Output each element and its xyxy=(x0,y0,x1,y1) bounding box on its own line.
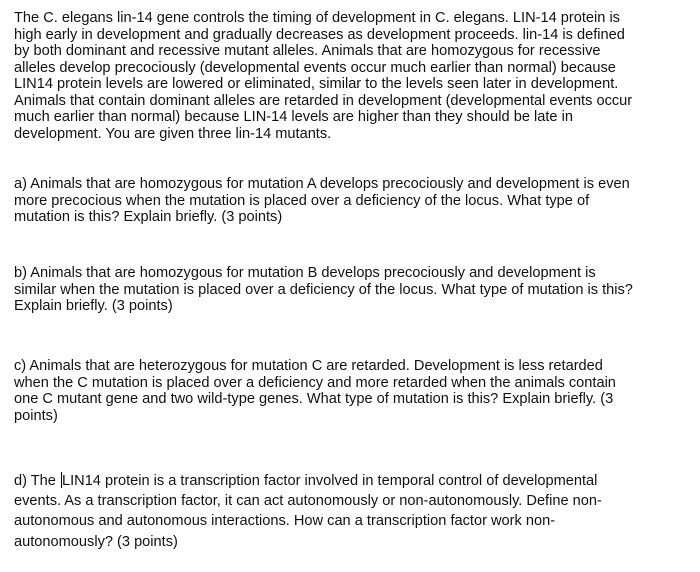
question-d-line xyxy=(14,471,694,491)
question-d-line: events. As a transcription factor, it can act autonomously or non-autonomously. Define non- xyxy=(14,493,602,510)
question-d-prefix: d) The xyxy=(14,473,60,489)
question-c-line: c) Animals that are heterozygous for mutation C are retarded. Development is less retarded xyxy=(14,358,603,374)
question-c-line: points) xyxy=(14,407,58,424)
intro-line: much earlier than normal) because LIN-14 levels are higher than they should be late in xyxy=(14,109,573,125)
question-c-line: when the C mutation is placed over a deficiency and more retarded when the animals contain xyxy=(14,374,616,391)
intro-line: alleles develop precociously (developmental events occur much earlier than normal) because xyxy=(14,59,616,76)
intro-line: LIN14 protein levels are lowered or eliminated, similar to the levels seen later in development. xyxy=(14,76,619,92)
question-d-line1-rest: LIN14 protein is a transcription factor involved in temporal control of developmental xyxy=(61,473,598,489)
question-b-line: Explain briefly. (3 points) xyxy=(14,298,173,314)
question-c-line: one C mutant gene and two wild-type genes. What type of mutation is this? Explain briefly. (3 xyxy=(14,391,614,407)
intro-line: Animals that contain dominant alleles are retarded in development (developmental events occur xyxy=(14,92,633,109)
question-c xyxy=(14,358,694,424)
question-d-line: autonomously? (3 points) xyxy=(14,533,178,550)
question-a-line: mutation is this? Explain briefly. (3 points) xyxy=(14,209,283,225)
intro-line: The C. elegans lin-14 gene controls the timing of development in C. elegans. LIN-14 protein is xyxy=(14,10,620,26)
question-a xyxy=(14,176,694,226)
question-d-line: autonomous and autonomous interactions. How can a transcription factor work non- xyxy=(14,513,556,530)
question-b xyxy=(14,265,694,315)
question-b-line: b) Animals that are homozygous for mutation B develops precociously and development is xyxy=(14,265,596,281)
question-d xyxy=(14,471,694,552)
intro-line: by both dominant and recessive mutant alleles. Animals that are homozygous for recessive xyxy=(14,43,601,59)
intro-line: development. You are given three lin-14 mutants. xyxy=(14,125,332,142)
intro-line: high early in development and gradually decreases as development proceeds. lin-14 is defined xyxy=(14,26,625,43)
question-b-line: similar when the mutation is placed over a deficiency of the locus. What type of mutation is this? xyxy=(14,281,633,298)
intro-paragraph xyxy=(14,10,694,142)
question-a-line: more precocious when the mutation is placed over a deficiency of the locus. What type of xyxy=(14,192,590,209)
question-a-line: a) Animals that are homozygous for mutation A develops precociously and development is even xyxy=(14,176,630,192)
